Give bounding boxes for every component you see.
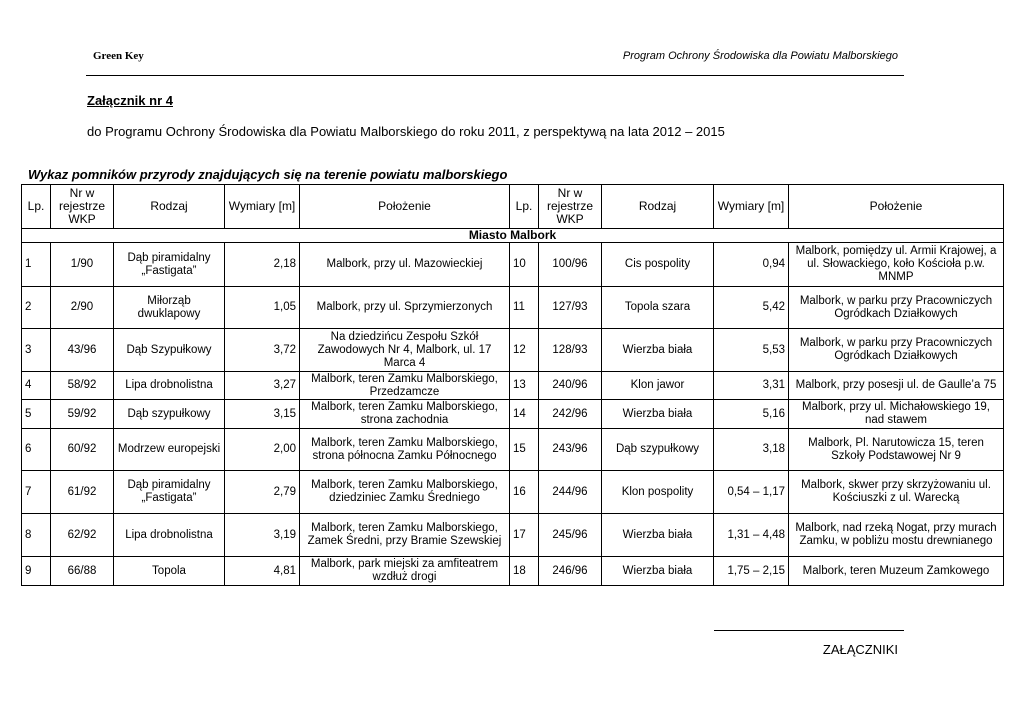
location-cell: Malbork, teren Muzeum Zamkowego <box>789 557 1004 586</box>
table-row <box>22 429 1004 471</box>
species-cell: Dąb piramidalny „Fastigata” <box>114 471 225 514</box>
location-cell: Malbork, Pl. Narutowicza 15, teren Szkoły Podstawowej Nr 9 <box>789 429 1004 471</box>
dimensions-cell: 5,42 <box>714 287 789 329</box>
dimensions-cell: 3,31 <box>714 372 789 400</box>
table-row <box>22 372 1004 400</box>
col-header: Lp. <box>510 185 539 229</box>
dimensions-cell: 3,18 <box>714 429 789 471</box>
location-cell: Malbork, teren Zamku Malborskiego, strona zachodnia <box>300 400 510 429</box>
table-row <box>22 514 1004 557</box>
monuments-table <box>21 184 1004 586</box>
col-header: Rodzaj <box>602 185 714 229</box>
header-rule <box>86 75 904 76</box>
lp-cell: 13 <box>510 372 539 400</box>
location-cell: Malbork, teren Zamku Malborskiego, strona północna Zamku Północnego <box>300 429 510 471</box>
col-header: Położenie <box>789 185 1004 229</box>
species-cell: Modrzew europejski <box>114 429 225 471</box>
location-cell: Malbork, przy ul. Michałowskiego 19, nad stawem <box>789 400 1004 429</box>
location-cell: Malbork, w parku przy Pracowniczych Ogródkach Działkowych <box>789 329 1004 372</box>
location-cell: Malbork, teren Zamku Malborskiego, Przedzamcze <box>300 372 510 400</box>
location-cell: Malbork, pomiędzy ul. Armii Krajowej, a ul. Słowackiego, koło Kościoła p.w. MNMP <box>789 243 1004 287</box>
lp-cell: 5 <box>22 400 51 429</box>
table-header-row <box>22 185 1004 229</box>
col-header: Nr w rejestrze WKP <box>539 185 602 229</box>
dimensions-cell: 0,94 <box>714 243 789 287</box>
lp-cell: 10 <box>510 243 539 287</box>
species-cell: Wierzba biała <box>602 557 714 586</box>
species-cell: Wierzba biała <box>602 400 714 429</box>
lp-cell: 3 <box>22 329 51 372</box>
lp-cell: 18 <box>510 557 539 586</box>
register-no-cell: 127/93 <box>539 287 602 329</box>
header-left: Green Key <box>93 50 144 62</box>
species-cell: Dąb Szypułkowy <box>114 329 225 372</box>
attachment-subtitle: do Programu Ochrony Środowiska dla Powiatu Malborskiego do roku 2011, z perspektywą na lata 2012 – 2015 <box>87 124 725 139</box>
lp-cell: 17 <box>510 514 539 557</box>
species-cell: Dąb szypułkowy <box>114 400 225 429</box>
register-no-cell: 66/88 <box>51 557 114 586</box>
lp-cell: 1 <box>22 243 51 287</box>
attachment-title: Załącznik nr 4 <box>87 93 173 108</box>
footer-label: ZAŁĄCZNIKI <box>822 642 898 657</box>
col-header: Położenie <box>300 185 510 229</box>
register-no-cell: 128/93 <box>539 329 602 372</box>
dimensions-cell: 1,75 – 2,15 <box>714 557 789 586</box>
dimensions-cell: 1,05 <box>225 287 300 329</box>
dimensions-cell: 2,00 <box>225 429 300 471</box>
species-cell: Miłorząb dwuklapowy <box>114 287 225 329</box>
dimensions-cell: 4,81 <box>225 557 300 586</box>
register-no-cell: 244/96 <box>539 471 602 514</box>
lp-cell: 12 <box>510 329 539 372</box>
location-cell: Malbork, w parku przy Pracowniczych Ogródkach Działkowych <box>789 287 1004 329</box>
col-header: Wymiary [m] <box>714 185 789 229</box>
lp-cell: 4 <box>22 372 51 400</box>
col-header: Lp. <box>22 185 51 229</box>
table-row <box>22 471 1004 514</box>
register-no-cell: 240/96 <box>539 372 602 400</box>
lp-cell: 11 <box>510 287 539 329</box>
lp-cell: 14 <box>510 400 539 429</box>
species-cell: Topola szara <box>602 287 714 329</box>
register-no-cell: 245/96 <box>539 514 602 557</box>
location-cell: Malbork, przy ul. Mazowieckiej <box>300 243 510 287</box>
lp-cell: 8 <box>22 514 51 557</box>
species-cell: Dąb piramidalny „Fastigata” <box>114 243 225 287</box>
species-cell: Wierzba biała <box>602 329 714 372</box>
location-cell: Malbork, skwer przy skrzyżowaniu ul. Kościuszki z ul. Warecką <box>789 471 1004 514</box>
table-title: Wykaz pomników przyrody znajdujących się na terenie powiatu malborskiego <box>28 167 508 182</box>
species-cell: Lipa drobnolistna <box>114 372 225 400</box>
location-cell: Malbork, park miejski za amfiteatrem wzdłuż drogi <box>300 557 510 586</box>
table-row <box>22 243 1004 287</box>
register-no-cell: 60/92 <box>51 429 114 471</box>
lp-cell: 2 <box>22 287 51 329</box>
register-no-cell: 1/90 <box>51 243 114 287</box>
species-cell: Dąb szypułkowy <box>602 429 714 471</box>
section-row <box>22 229 1004 243</box>
species-cell: Wierzba biała <box>602 514 714 557</box>
lp-cell: 16 <box>510 471 539 514</box>
dimensions-cell: 5,16 <box>714 400 789 429</box>
dimensions-cell: 3,27 <box>225 372 300 400</box>
location-cell: Malbork, przy ul. Sprzymierzonych <box>300 287 510 329</box>
location-cell: Malbork, teren Zamku Malborskiego, Zamek Średni, przy Bramie Szewskiej <box>300 514 510 557</box>
register-no-cell: 242/96 <box>539 400 602 429</box>
dimensions-cell: 2,79 <box>225 471 300 514</box>
table-row <box>22 557 1004 586</box>
species-cell: Klon pospolity <box>602 471 714 514</box>
register-no-cell: 43/96 <box>51 329 114 372</box>
location-cell: Malbork, teren Zamku Malborskiego, dziedziniec Zamku Średniego <box>300 471 510 514</box>
species-cell: Lipa drobnolistna <box>114 514 225 557</box>
lp-cell: 15 <box>510 429 539 471</box>
location-cell: Malbork, nad rzeką Nogat, przy murach Zamku, w pobliżu mostu drewnianego <box>789 514 1004 557</box>
register-no-cell: 100/96 <box>539 243 602 287</box>
dimensions-cell: 3,19 <box>225 514 300 557</box>
register-no-cell: 58/92 <box>51 372 114 400</box>
col-header: Rodzaj <box>114 185 225 229</box>
dimensions-cell: 0,54 – 1,17 <box>714 471 789 514</box>
register-no-cell: 59/92 <box>51 400 114 429</box>
dimensions-cell: 5,53 <box>714 329 789 372</box>
lp-cell: 7 <box>22 471 51 514</box>
lp-cell: 6 <box>22 429 51 471</box>
section-label: Miasto Malbork <box>22 229 1004 243</box>
species-cell: Topola <box>114 557 225 586</box>
species-cell: Klon jawor <box>602 372 714 400</box>
register-no-cell: 61/92 <box>51 471 114 514</box>
register-no-cell: 246/96 <box>539 557 602 586</box>
col-header: Nr w rejestrze WKP <box>51 185 114 229</box>
signature-line <box>714 630 904 631</box>
col-header: Wymiary [m] <box>225 185 300 229</box>
table-row <box>22 400 1004 429</box>
header-right: Program Ochrony Środowiska dla Powiatu Malborskiego <box>622 50 898 62</box>
register-no-cell: 243/96 <box>539 429 602 471</box>
species-cell: Cis pospolity <box>602 243 714 287</box>
dimensions-cell: 1,31 – 4,48 <box>714 514 789 557</box>
dimensions-cell: 3,15 <box>225 400 300 429</box>
dimensions-cell: 2,18 <box>225 243 300 287</box>
register-no-cell: 62/92 <box>51 514 114 557</box>
lp-cell: 9 <box>22 557 51 586</box>
dimensions-cell: 3,72 <box>225 329 300 372</box>
table-row <box>22 287 1004 329</box>
location-cell: Na dziedzińcu Zespołu Szkół Zawodowych Nr 4, Malbork, ul. 17 Marca 4 <box>300 329 510 372</box>
table-row <box>22 329 1004 372</box>
register-no-cell: 2/90 <box>51 287 114 329</box>
location-cell: Malbork, przy posesji ul. de Gaulle’a 75 <box>789 372 1004 400</box>
